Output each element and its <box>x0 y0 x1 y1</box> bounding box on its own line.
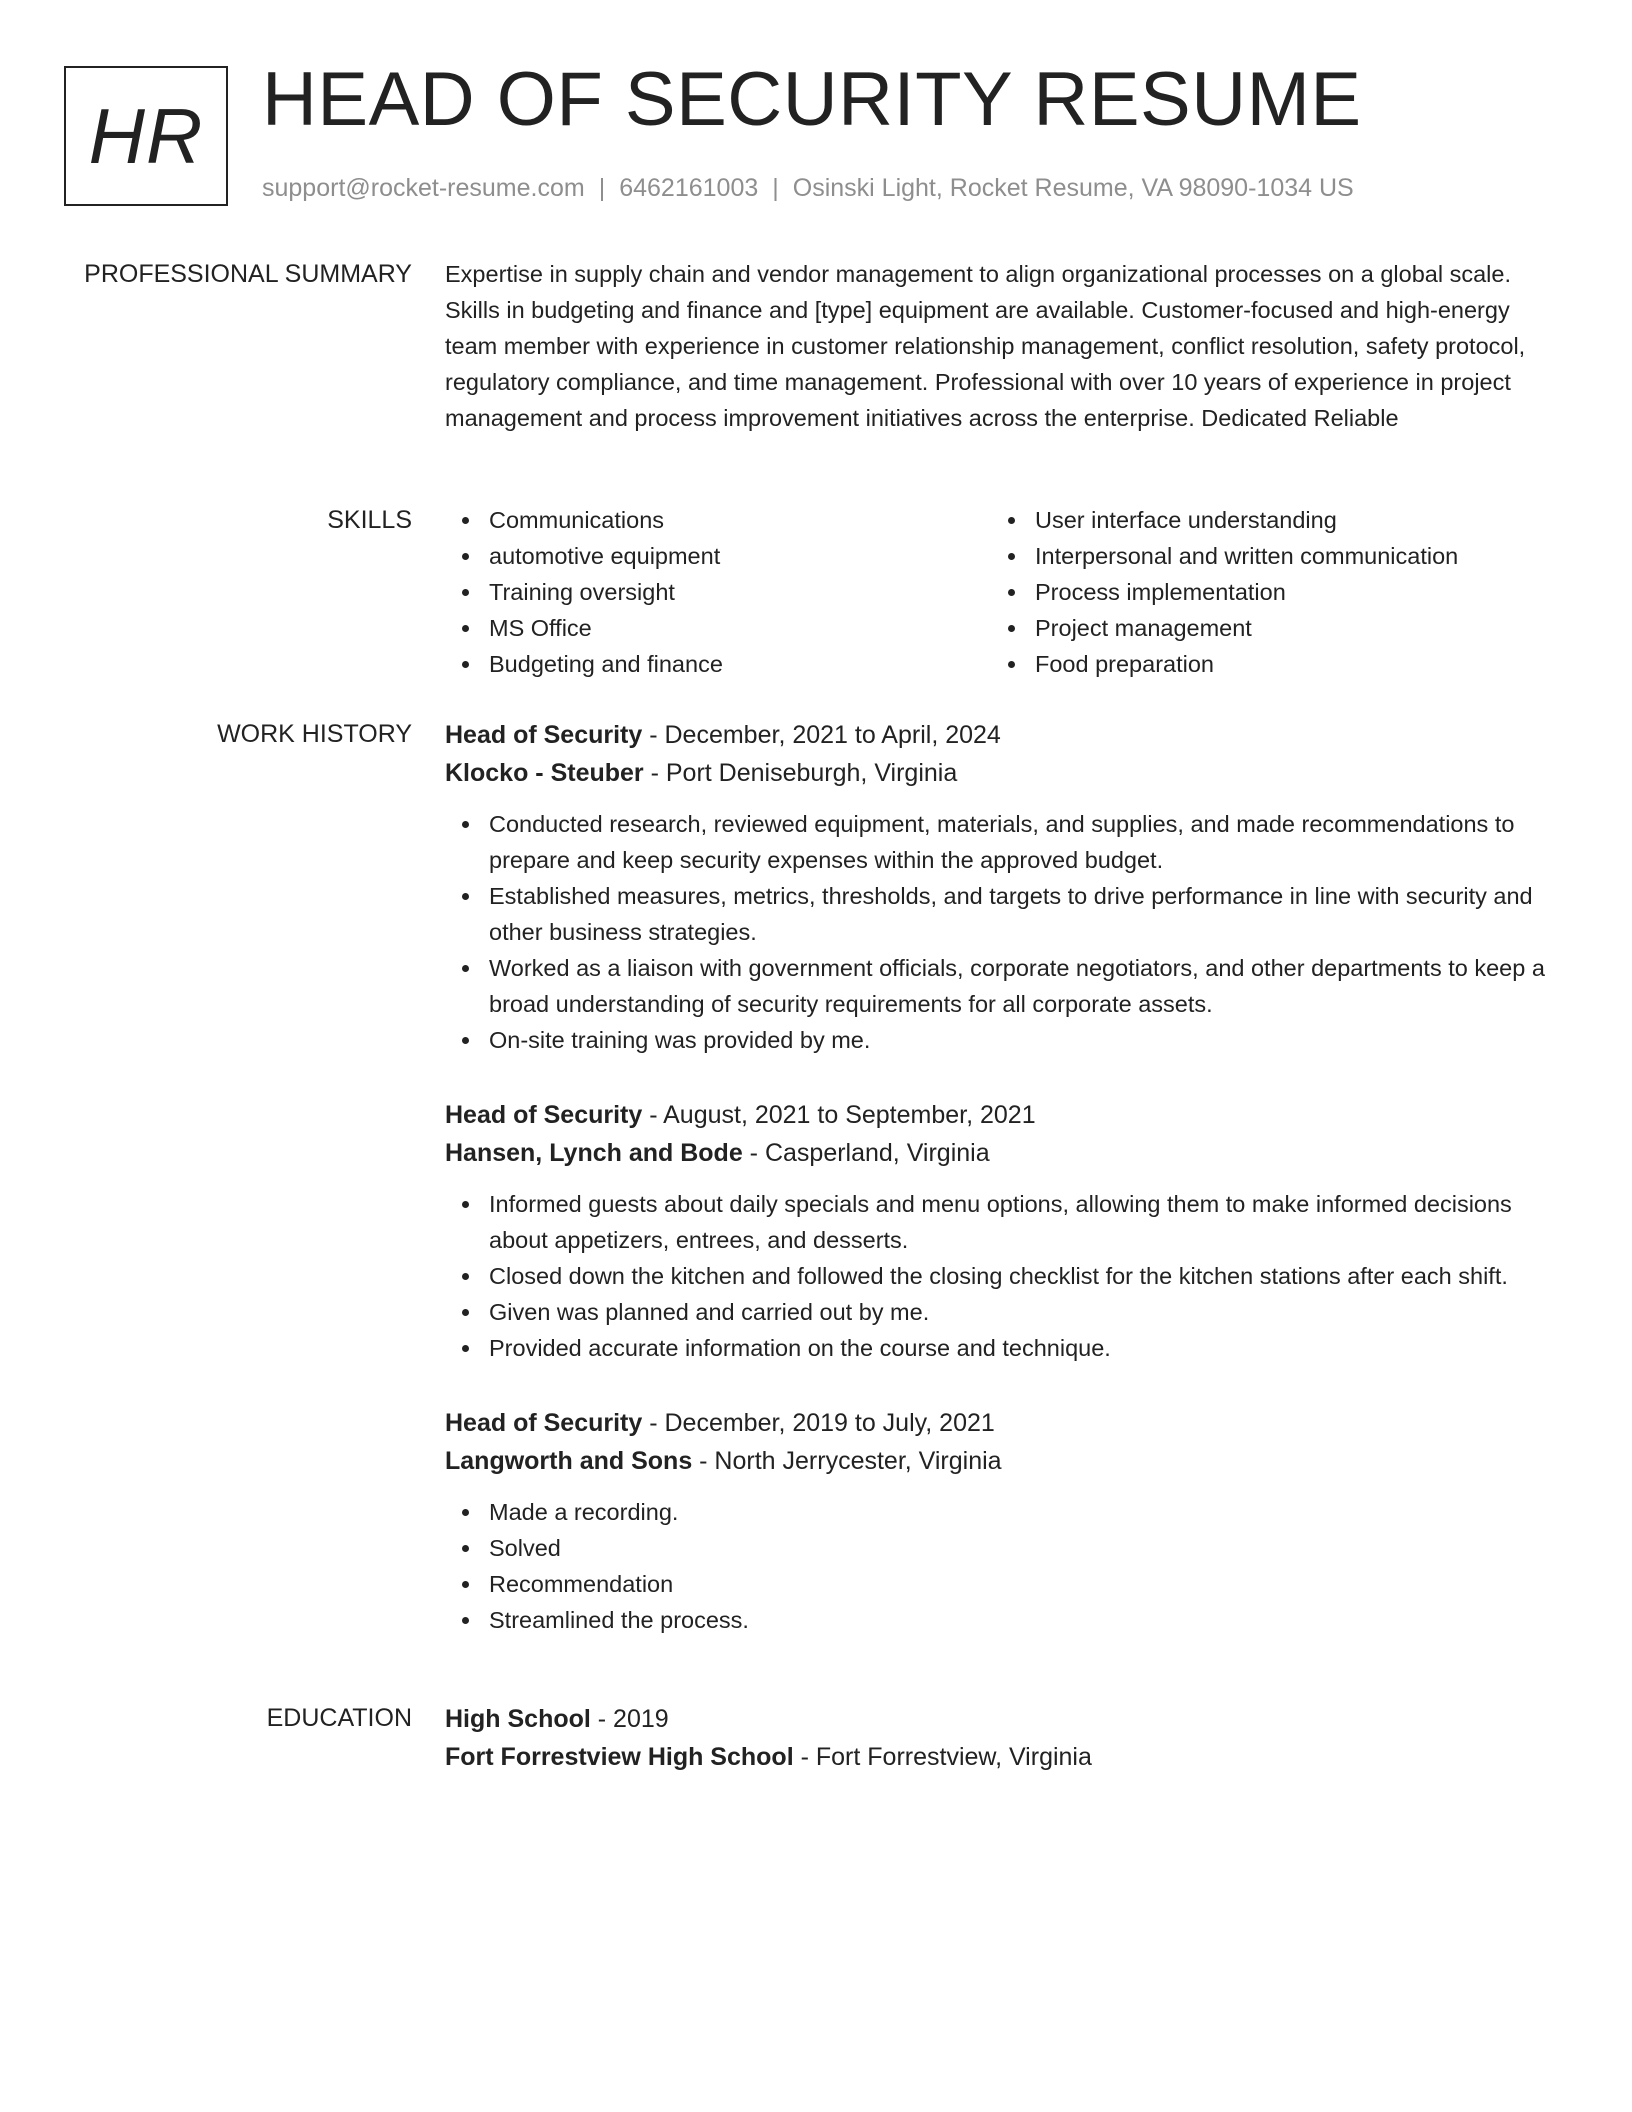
job-location: - Port Deniseburgh, Virginia <box>643 759 958 787</box>
education-location: - Fort Forrestview, Virginia <box>793 1743 1092 1771</box>
monogram-box <box>64 66 228 206</box>
contact-line <box>262 174 1354 203</box>
job-bullet: Solved <box>445 1530 1560 1566</box>
skill-item: Interpersonal and written communication <box>991 538 1537 574</box>
education-degree-line <box>445 1700 1560 1738</box>
skill-item: User interface understanding <box>991 502 1537 538</box>
job-location: - Casperland, Virginia <box>742 1139 990 1167</box>
education-year: - 2019 <box>590 1705 669 1733</box>
skill-item: Budgeting and finance <box>445 646 991 682</box>
job-entry <box>445 1096 1560 1366</box>
skill-item: Training oversight <box>445 574 991 610</box>
job-company-line <box>445 1134 1560 1172</box>
job-bullet: Closed down the kitchen and followed the closing checklist for the kitchen stations after each shift. <box>445 1258 1560 1294</box>
skill-item: Project management <box>991 610 1537 646</box>
section-label-work: WORK HISTORY <box>217 720 412 748</box>
job-title: Head of Security <box>445 721 643 749</box>
job-title: Head of Security <box>445 1101 643 1129</box>
job-title-line <box>445 1404 1560 1442</box>
summary-body <box>445 256 1560 436</box>
job-bullet: On-site training was provided by me. <box>445 1022 1560 1058</box>
work-history-body <box>445 716 1560 1676</box>
education-degree: High School <box>445 1705 591 1733</box>
monogram-initials: HR <box>88 92 204 180</box>
skill-item: automotive equipment <box>445 538 991 574</box>
education-school: Fort Forrestview High School <box>445 1743 794 1771</box>
job-company: Klocko - Steuber <box>445 759 644 787</box>
job-title-line <box>445 1096 1560 1134</box>
job-dates: - December, 2019 to July, 2021 <box>642 1409 995 1437</box>
job-dates: - August, 2021 to September, 2021 <box>642 1101 1036 1129</box>
job-bullet: Informed guests about daily specials and menu options, allowing them to make informed decisions about appetizers, entrees, and desserts. <box>445 1186 1560 1258</box>
contact-address: Osinski Light, Rocket Resume, VA 98090-1034 US <box>792 174 1354 202</box>
job-bullet: Streamlined the process. <box>445 1602 1560 1638</box>
skill-item: Communications <box>445 502 991 538</box>
education-body <box>445 1700 1560 1776</box>
job-company: Langworth and Sons <box>445 1447 693 1475</box>
job-company: Hansen, Lynch and Bode <box>445 1139 743 1167</box>
job-bullet: Conducted research, reviewed equipment, materials, and supplies, and made recommendations to prepare and keep security expenses within the approved budget. <box>445 806 1560 878</box>
skill-item: MS Office <box>445 610 991 646</box>
contact-email: support@rocket-resume.com <box>262 174 585 202</box>
job-title: Head of Security <box>445 1409 643 1437</box>
skill-item: Food preparation <box>991 646 1537 682</box>
page-title: HEAD OF SECURITY RESUME <box>262 57 1362 142</box>
job-company-line <box>445 754 1560 792</box>
section-label-education: EDUCATION <box>266 1704 412 1732</box>
job-bullet: Recommendation <box>445 1566 1560 1602</box>
section-label-summary: PROFESSIONAL SUMMARY <box>84 260 412 288</box>
job-bullets <box>445 1494 1560 1638</box>
job-dates: - December, 2021 to April, 2024 <box>642 721 1001 749</box>
section-label-skills: SKILLS <box>327 506 412 534</box>
skill-item: Process implementation <box>991 574 1537 610</box>
contact-separator: | <box>772 174 779 202</box>
job-bullet: Established measures, metrics, thresholds, and targets to drive performance in line with security and other business strategies. <box>445 878 1560 950</box>
job-bullet: Provided accurate information on the course and technique. <box>445 1330 1560 1366</box>
summary-text: Expertise in supply chain and vendor management to align organizational processes on a global scale. Skills in budgeting and finance and [type] equipment are available. Customer-focused and high-energy team member with experience in customer relationship management, conflict resolution, safety protocol, regulatory compliance, and time management. Professional with over 10 years of experience in project management and process improvement initiatives across the enterprise. Dedicated Reliable <box>445 261 1526 431</box>
skills-list-left <box>445 502 991 682</box>
job-company-line <box>445 1442 1560 1480</box>
job-location: - North Jerrycester, Virginia <box>692 1447 1002 1475</box>
contact-separator: | <box>598 174 606 202</box>
job-entry <box>445 716 1560 1058</box>
job-bullets <box>445 1186 1560 1366</box>
job-title-line <box>445 716 1560 754</box>
skills-columns <box>445 502 1560 682</box>
education-school-line <box>445 1738 1560 1776</box>
job-bullet: Worked as a liaison with government officials, corporate negotiators, and other departments to keep a broad understanding of security requirements for all corporate assets. <box>445 950 1560 1022</box>
skills-body <box>445 502 1560 682</box>
job-entry <box>445 1404 1560 1638</box>
contact-phone: 6462161003 <box>619 174 759 202</box>
job-bullets <box>445 806 1560 1058</box>
job-bullet: Given was planned and carried out by me. <box>445 1294 1560 1330</box>
skills-list-right <box>991 502 1537 682</box>
job-bullet: Made a recording. <box>445 1494 1560 1530</box>
